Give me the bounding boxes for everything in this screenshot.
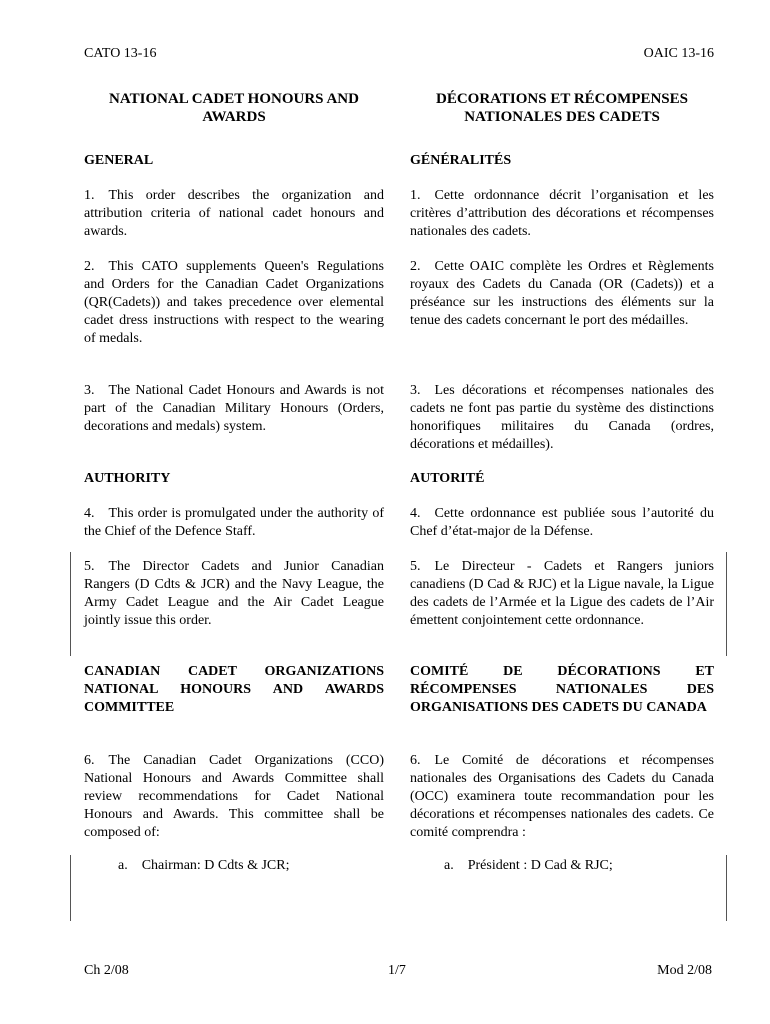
change-bar-right-5	[726, 552, 727, 656]
footer-change-en: Ch 2/08	[84, 963, 129, 978]
english-para-3: 3. The National Cadet Honours and Awards is not part of the Canadian Military Honours (Orders, decorations and medals) system.	[84, 383, 384, 434]
english-title: NATIONAL CADET HONOURS AND AWARDS	[109, 91, 359, 125]
footer-change-fr: Mod 2/08	[657, 963, 712, 978]
english-para-6: 6. The Canadian Cadet Organizations (CCO) National Honours and Awards Committee shall review recommendations for Cadet National Honours and Awards. This committee shall be composed of:	[84, 753, 384, 840]
french-para-3: 3. Les décorations et récompenses nationales des cadets ne font pas partie du système des distinctions honorifiques militaires du Canada (ordres, décorations et médailles).	[410, 383, 714, 452]
french-item-a: a. Président : D Cad & RJC;	[444, 858, 613, 873]
french-authority-heading: AUTORITÉ	[410, 471, 485, 486]
english-para-2: 2. This CATO supplements Queen's Regulations and Orders for the Canadian Cadet Organizations (QR(Cadets)) and takes precedence over elemental cadet dress instructions with respect to the wearing of medals.	[84, 259, 384, 346]
header-left-ref: CATO 13-16	[84, 46, 157, 61]
english-item-a: a. Chairman: D Cdts & JCR;	[118, 858, 290, 873]
english-para-5: 5. The Director Cadets and Junior Canadian Rangers (D Cdts & JCR) and the Navy League, the Army Cadet League and the Air Cadet League jointly issue this order.	[84, 559, 384, 628]
french-committee-heading: COMITÉ DE DÉCORATIONS ET RÉCOMPENSES NATIONALES DES ORGANISATIONS DES CADETS DU CANADA	[410, 664, 714, 715]
english-para-1: 1. This order describes the organization and attribution criteria of national cadet honours and awards.	[84, 188, 384, 239]
french-para-6: 6. Le Comité de décorations et récompenses nationales des Organisations des Cadets du Canada (OCC) examinera toute recommandation pour les décorations et récompenses nationales des cadets. Ce comité comprendra :	[410, 753, 714, 840]
french-general-heading: GÉNÉRALITÉS	[410, 153, 512, 168]
change-bar-right-a	[726, 855, 727, 921]
header-right-ref: OAIC 13-16	[643, 46, 714, 61]
footer-page-number: 1/7	[388, 963, 406, 978]
french-para-2: 2. Cette OAIC complète les Ordres et Règlements royaux des Cadets du Canada (OR (Cadets)) et a préséance sur les instructions des éléments sur la tenue des cadets concernant le port des médailles.	[410, 259, 714, 328]
english-para-4: 4. This order is promulgated under the authority of the Chief of the Defence Staff.	[84, 506, 384, 539]
change-bar-left-5	[70, 552, 71, 656]
english-authority-heading: AUTHORITY	[84, 471, 171, 486]
french-title: DÉCORATIONS ET RÉCOMPENSES NATIONALES DES CADETS	[436, 91, 688, 125]
change-bar-left-a	[70, 855, 71, 921]
english-committee-heading: CANADIAN CADET ORGANIZATIONS NATIONAL HONOURS AND AWARDS COMMITTEE	[84, 664, 384, 715]
english-general-heading: GENERAL	[84, 153, 154, 168]
french-para-4: 4. Cette ordonnance est publiée sous l’autorité du Chef d’état-major de la Défense.	[410, 506, 714, 539]
french-para-1: 1. Cette ordonnance décrit l’organisation et les critères d’attribution des décorations et récompenses nationales des cadets.	[410, 188, 714, 239]
french-para-5: 5. Le Directeur - Cadets et Rangers juniors canadiens (D Cad & RJC) et la Ligue navale, la Ligue des cadets de l’Armée et la Ligue des cadets de l’Air émettent conjointement cette ordonnance.	[410, 559, 714, 628]
